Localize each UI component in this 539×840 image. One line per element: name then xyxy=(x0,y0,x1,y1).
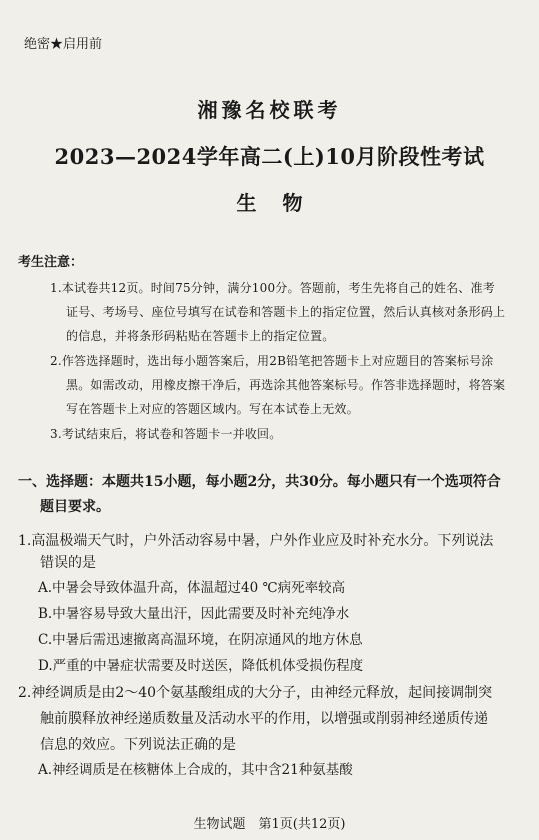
question-1-option-d: D.严重的中暑症状需要及时送医，降低机体受损伤程度 xyxy=(38,658,364,674)
exam-org-title: 湘豫名校联考 xyxy=(197,98,342,122)
question-1-stem-cont: 错误的是 xyxy=(40,555,96,571)
section-heading: 一、选择题：本题共15小题，每小题2分，共30分。每小题只有一个选项符合 xyxy=(18,474,501,490)
question-2-stem-cont: 信息的效应。下列说法正确的是 xyxy=(40,737,236,753)
page-footer: 生物试题 第1页(共12页) xyxy=(193,817,346,832)
question-2-stem: 2.神经调质是由2～40个氨基酸组成的大分子，由神经元释放，起间接调制突 xyxy=(18,685,493,701)
question-2-stem-cont: 触前膜释放神经递质数量及活动水平的作用，以增强或削弱神经递质传递 xyxy=(40,711,488,727)
notice-item-1: 1.本试卷共12页。时间75分钟，满分100分。答题前，考生先将自己的姓名、准考 xyxy=(50,281,495,295)
notice-item-2-cont: 写在答题卡上对应的答题区域内。写在本试卷上无效。 xyxy=(66,402,359,416)
section-heading-cont: 题目要求。 xyxy=(40,499,110,515)
notice-item-3: 3.考试结束后，将试卷和答题卡一并收回。 xyxy=(50,427,282,441)
notice-heading: 考生注意： xyxy=(18,255,84,270)
notice-item-2-cont: 黑。如需改动，用橡皮擦干净后，再选涂其他答案标号。作答非选择题时，将答案 xyxy=(66,378,506,392)
notice-item-1-cont: 的信息，并将条形码粘贴在答题卡上的指定位置。 xyxy=(66,329,335,343)
subject-title: 生物 xyxy=(236,191,329,215)
notice-item-1-cont: 证号、考场号、座位号填写在试卷和答题卡上的指定位置，然后认真核对条形码上 xyxy=(66,305,506,319)
notice-item-2: 2.作答选择题时，选出每小题答案后，用2B铅笔把答题卡上对应题目的答案标号涂 xyxy=(50,354,494,368)
exam-name-title: 2023—2024学年高二(上)10月阶段性考试 xyxy=(54,144,485,169)
confidential-label: 绝密★启用前 xyxy=(24,37,103,52)
question-2-option-a: A.神经调质是在核糖体上合成的，其中含21种氨基酸 xyxy=(38,762,353,778)
question-1-option-b: B.中暑容易导致大量出汗，因此需要及时补充纯净水 xyxy=(38,606,350,622)
question-1-option-c: C.中暑后需迅速撤离高温环境，在阴凉通风的地方休息 xyxy=(38,632,363,648)
question-1-option-a: A.中暑会导致体温升高，体温超过40 ℃病死率较高 xyxy=(38,580,346,596)
question-1-stem: 1.高温极端天气时，户外活动容易中暑，户外作业应及时补充水分。下列说法 xyxy=(18,533,494,549)
